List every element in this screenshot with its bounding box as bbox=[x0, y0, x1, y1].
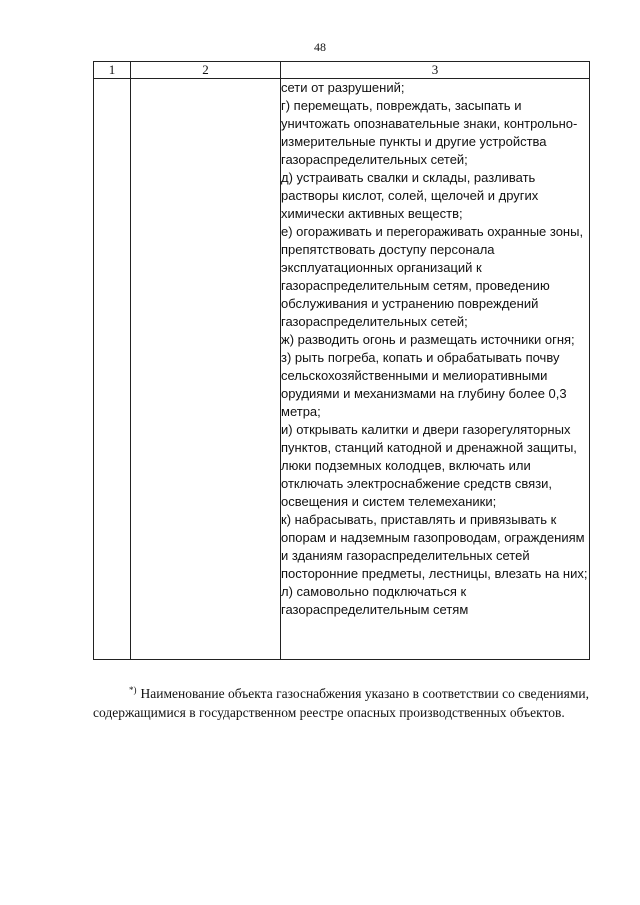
list-item: л) самовольно подключаться к газораспределительным сетям bbox=[281, 584, 469, 617]
list-item: сети от разрушений; bbox=[281, 80, 405, 95]
page-number: 48 bbox=[314, 40, 326, 54]
column-3-cell bbox=[281, 79, 590, 660]
list-item: г) перемещать, повреждать, засыпать и уничтожать опознавательные знаки, контрольно-измерительные пункты и другие устройства газораспределительных сетей; bbox=[281, 98, 578, 167]
column-header-1: 1 bbox=[94, 62, 131, 79]
list-item: з) рыть погреба, копать и обрабатывать почву сельскохозяйственными и мелиоративными орудиями и механизмами на глубину более 0,3 метра; bbox=[281, 350, 567, 419]
list-item: ж) разводить огонь и размещать источники огня; bbox=[281, 332, 575, 347]
footnote-marker: *) bbox=[129, 685, 137, 695]
list-item: е) огораживать и перегораживать охранные зоны, препятствовать доступу персонала эксплуатационных организаций к газораспределительным сетям, проведению обслуживания и устранению повреждений газораспределительных сетей; bbox=[281, 224, 584, 329]
footnote bbox=[93, 681, 589, 722]
requirements-table bbox=[93, 61, 590, 660]
table-row bbox=[94, 79, 590, 660]
column-header-3: 3 bbox=[281, 62, 590, 79]
list-item: д) устраивать свалки и склады, разливать растворы кислот, солей, щелочей и других химически активных веществ; bbox=[281, 170, 539, 221]
list-item: и) открывать калитки и двери газорегуляторных пунктов, станций катодной и дренажной защиты, люки подземных колодцев, включать или отключать электроснабжение средств связи, освещения и систем телемеханики; bbox=[281, 422, 577, 509]
footnote-text: Наименование объекта газоснабжения указано в соответствии со сведениями, содержащимися в государственном реестре опасных производственных объектов. bbox=[93, 686, 589, 720]
list-item: к) набрасывать, приставлять и привязывать к опорам и надземным газопроводам, ограждениям и зданиям газораспределительных сетей посторонние предметы, лестницы, влезать на них; bbox=[281, 512, 588, 581]
table-header-row bbox=[94, 62, 590, 79]
column-1-cell bbox=[94, 79, 131, 660]
column-2-cell bbox=[131, 79, 281, 660]
column-header-2: 2 bbox=[131, 62, 281, 79]
